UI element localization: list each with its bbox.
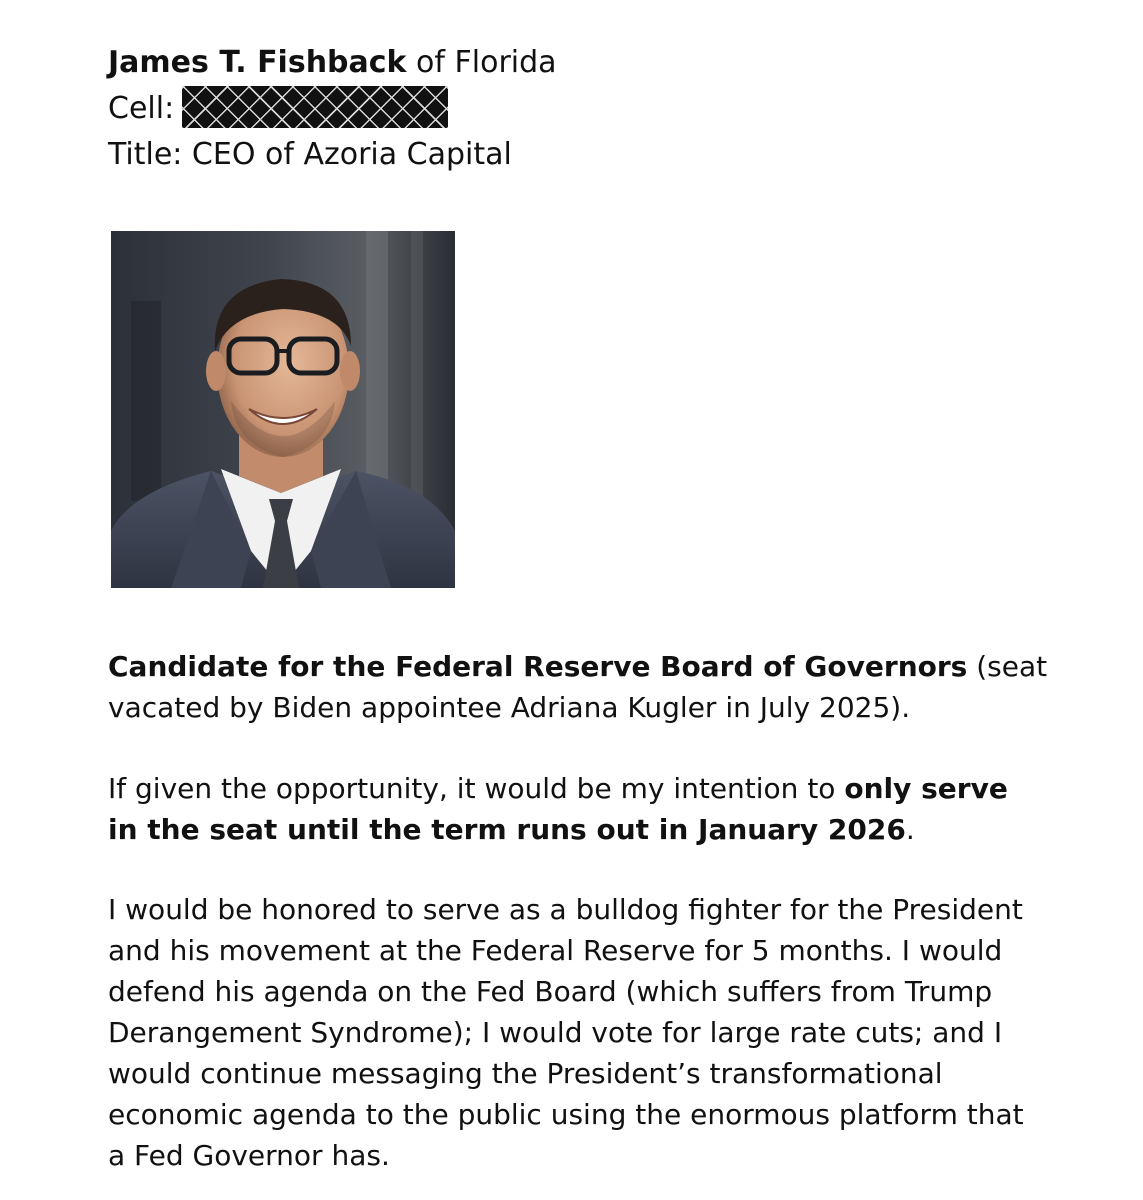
cell-line <box>108 86 1098 132</box>
intention-line-1: If given the opportunity, it would be my intention to only serve <box>108 772 1008 805</box>
statement-line: defend his agenda on the Fed Board (which suffers from Trump <box>108 975 993 1008</box>
redaction-block <box>182 86 448 128</box>
intention-line-2: in the seat until the term runs out in January 2026. <box>108 813 915 846</box>
candidate-photo <box>111 231 455 588</box>
candidacy-line-2: vacated by Biden appointee Adriana Kugler in July 2025). <box>108 691 911 724</box>
statement-line: would continue messaging the President’s transformational <box>108 1057 943 1090</box>
candidate-name: James T. Fishback <box>108 45 407 80</box>
statement-line: and his movement at the Federal Reserve for 5 months. I would <box>108 934 1003 967</box>
statement-line: a Fed Governor has. <box>108 1139 390 1172</box>
title-line: Title: CEO of Azoria Capital <box>108 137 512 172</box>
statement-line: economic agenda to the public using the enormous platform that <box>108 1098 1024 1131</box>
candidacy-bold: Candidate for the Federal Reserve Board of Governors <box>108 650 968 683</box>
candidacy-line-1: Candidate for the Federal Reserve Board of Governors (seat <box>108 650 1048 683</box>
statement-line: I would be honored to serve as a bulldog fighter for the President <box>108 893 1023 926</box>
paragraph-statement <box>108 889 1088 1176</box>
candidate-state: of Florida <box>406 45 557 80</box>
statement-line: Derangement Syndrome); I would vote for large rate cuts; and I <box>108 1016 1003 1049</box>
document-header <box>108 40 1098 178</box>
cell-label: Cell: <box>108 91 175 126</box>
paragraph-candidacy <box>108 646 1088 728</box>
paragraph-intention <box>108 768 1088 850</box>
name-line <box>108 40 1098 86</box>
